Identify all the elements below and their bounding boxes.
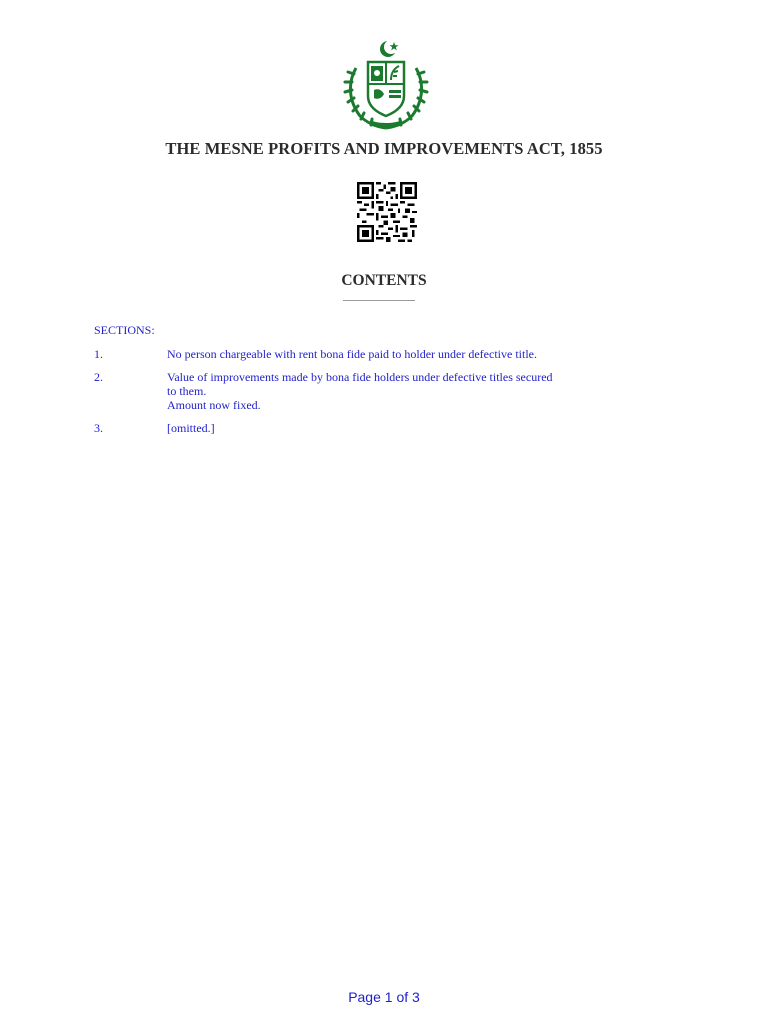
section-number: 3.	[94, 421, 103, 435]
section-title[interactable]	[167, 370, 577, 412]
contents-heading: CONTENTS	[341, 272, 427, 289]
page-indicator: Page 1 of 3	[348, 989, 420, 1005]
table-of-contents	[94, 323, 614, 444]
toc-item-section-3[interactable]	[94, 421, 614, 435]
toc-item-section-1[interactable]	[94, 347, 614, 361]
section-number: 2.	[94, 370, 103, 384]
section-title-line: [omitted.]	[167, 421, 215, 435]
toc-item-section-2[interactable]	[94, 370, 614, 412]
qr-code-icon[interactable]	[356, 182, 418, 242]
section-title[interactable]	[167, 347, 577, 361]
contents-divider	[343, 300, 415, 301]
state-emblem-icon	[342, 38, 430, 130]
section-title-line: No person chargeable with rent bona fide paid to holder under defective title.	[167, 347, 537, 361]
section-title-line: to them.	[167, 384, 207, 398]
section-title-line: Value of improvements made by bona fide holders under defective titles secured	[167, 370, 553, 384]
section-title[interactable]	[167, 421, 577, 435]
document-title: THE MESNE PROFITS AND IMPROVEMENTS ACT, 1855	[165, 139, 603, 158]
sections-label: SECTIONS:	[94, 323, 155, 337]
section-number: 1.	[94, 347, 103, 361]
section-title-line: Amount now fixed.	[167, 398, 261, 412]
